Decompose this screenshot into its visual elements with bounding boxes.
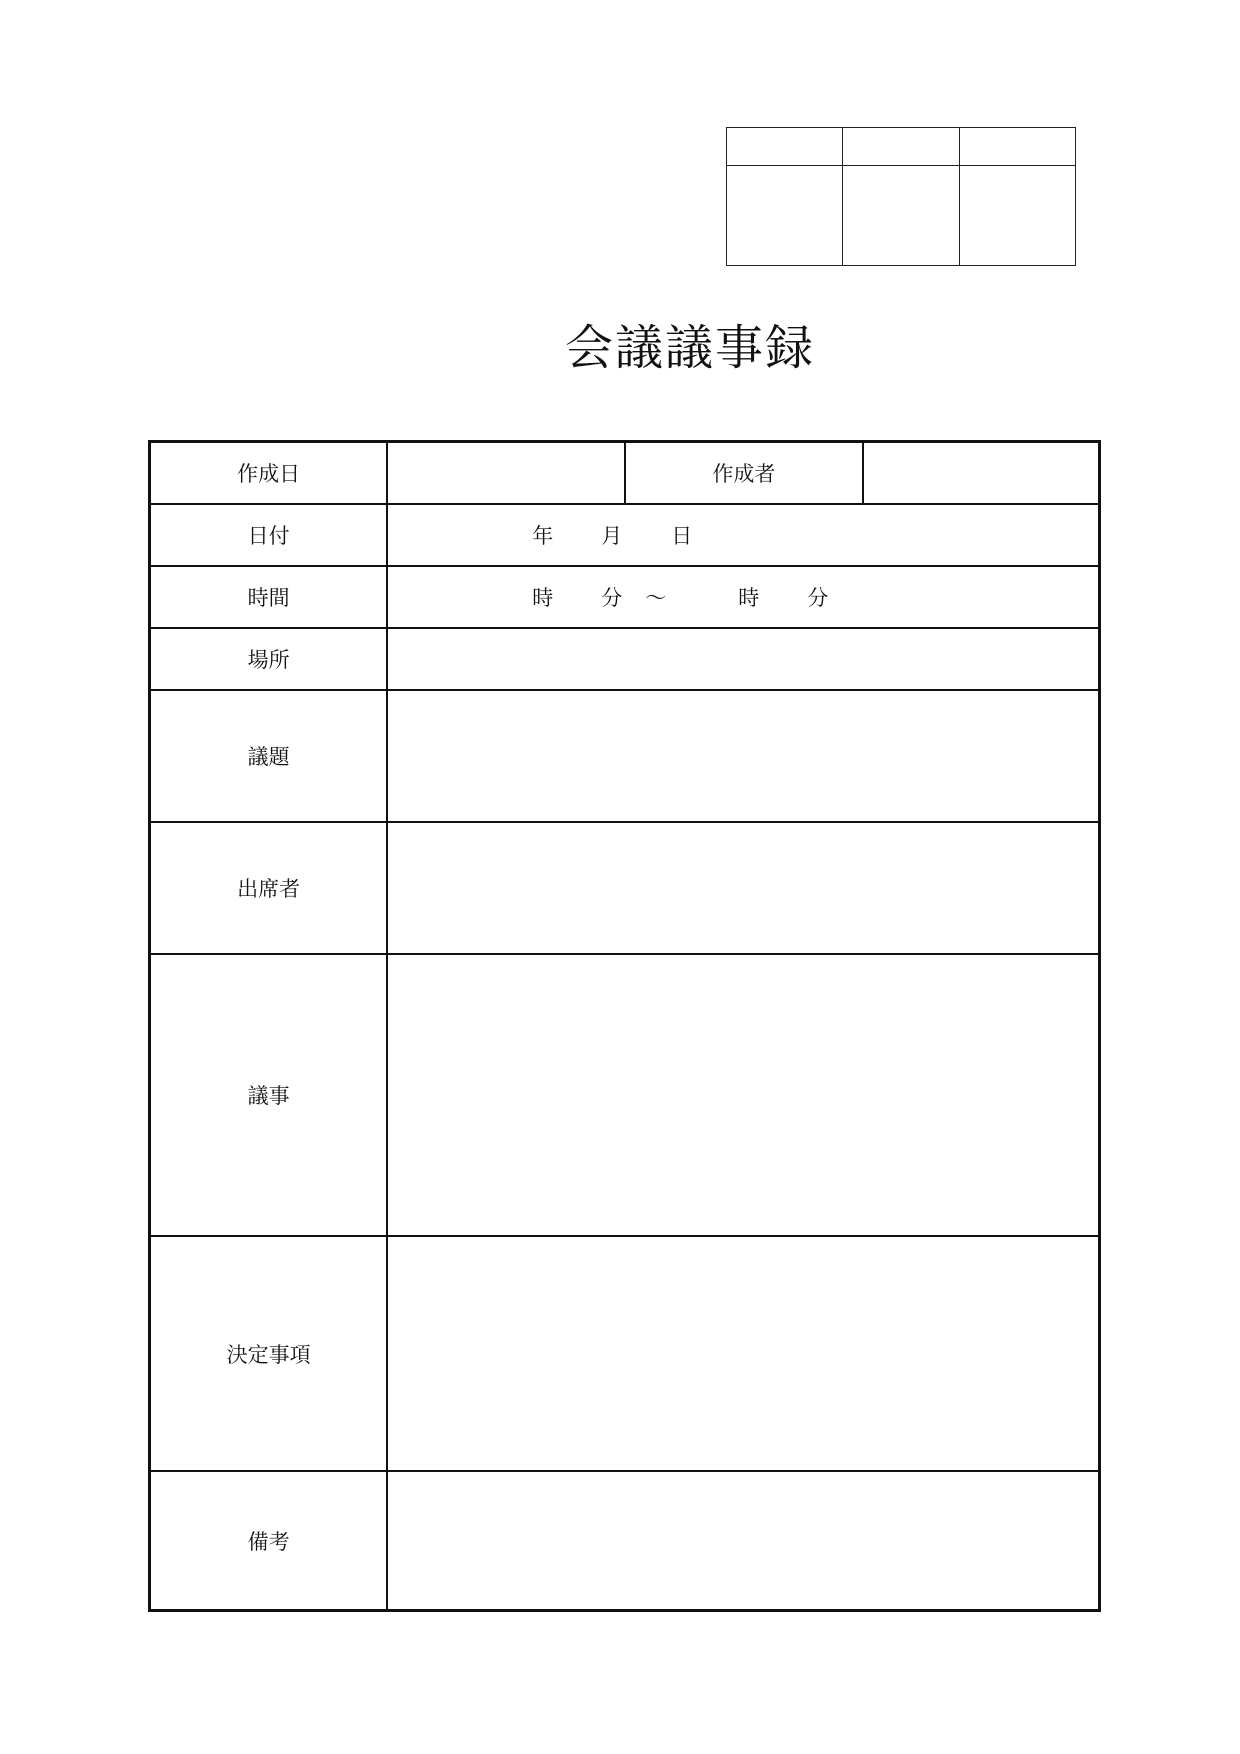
stamp-cell-3[interactable] (959, 166, 1075, 266)
time-fill (388, 567, 1098, 627)
start-minute-unit: 分 (601, 586, 623, 610)
end-hour-unit: 時 (738, 586, 760, 610)
month-unit: 月 (601, 524, 623, 548)
stamp-header-cell-3[interactable] (959, 128, 1075, 166)
place-label: 場所 (150, 628, 388, 690)
day-unit: 日 (671, 524, 693, 548)
notes-label: 備考 (150, 1471, 388, 1611)
author-label: 作成者 (625, 442, 863, 505)
decisions-label: 決定事項 (150, 1236, 388, 1471)
notes-field[interactable] (387, 1471, 1099, 1611)
row-decisions (150, 1236, 1100, 1471)
attendees-field[interactable] (387, 822, 1099, 954)
row-date (150, 504, 1100, 566)
minutes-label: 議事 (150, 954, 388, 1236)
date-fill (388, 505, 1098, 565)
approval-stamp-box (726, 127, 1076, 266)
agenda-label: 議題 (150, 690, 388, 822)
stamp-header-row (727, 128, 1076, 166)
stamp-body-row (727, 166, 1076, 266)
row-agenda (150, 690, 1100, 822)
row-notes (150, 1471, 1100, 1611)
document-title: 会議議事録 (564, 320, 815, 376)
start-hour-unit: 時 (532, 586, 554, 610)
created-date-field[interactable] (387, 442, 625, 505)
created-date-label: 作成日 (150, 442, 388, 505)
stamp-header-cell-2[interactable] (843, 128, 959, 166)
row-attendees (150, 822, 1100, 954)
stamp-cell-2[interactable] (843, 166, 959, 266)
row-created (150, 442, 1100, 505)
time-field[interactable] (387, 566, 1099, 628)
stamp-header-cell-1[interactable] (727, 128, 843, 166)
agenda-field[interactable] (387, 690, 1099, 822)
row-place (150, 628, 1100, 690)
place-field[interactable] (387, 628, 1099, 690)
row-time (150, 566, 1100, 628)
time-label: 時間 (150, 566, 388, 628)
range-separator: 〜 (645, 586, 667, 610)
attendees-label: 出席者 (150, 822, 388, 954)
date-label: 日付 (150, 504, 388, 566)
minutes-field[interactable] (387, 954, 1099, 1236)
minutes-form (148, 440, 1101, 1612)
decisions-field[interactable] (387, 1236, 1099, 1471)
date-field[interactable] (387, 504, 1099, 566)
year-unit: 年 (532, 524, 554, 548)
stamp-cell-1[interactable] (727, 166, 843, 266)
end-minute-unit: 分 (807, 586, 829, 610)
author-field[interactable] (863, 442, 1100, 505)
row-minutes (150, 954, 1100, 1236)
